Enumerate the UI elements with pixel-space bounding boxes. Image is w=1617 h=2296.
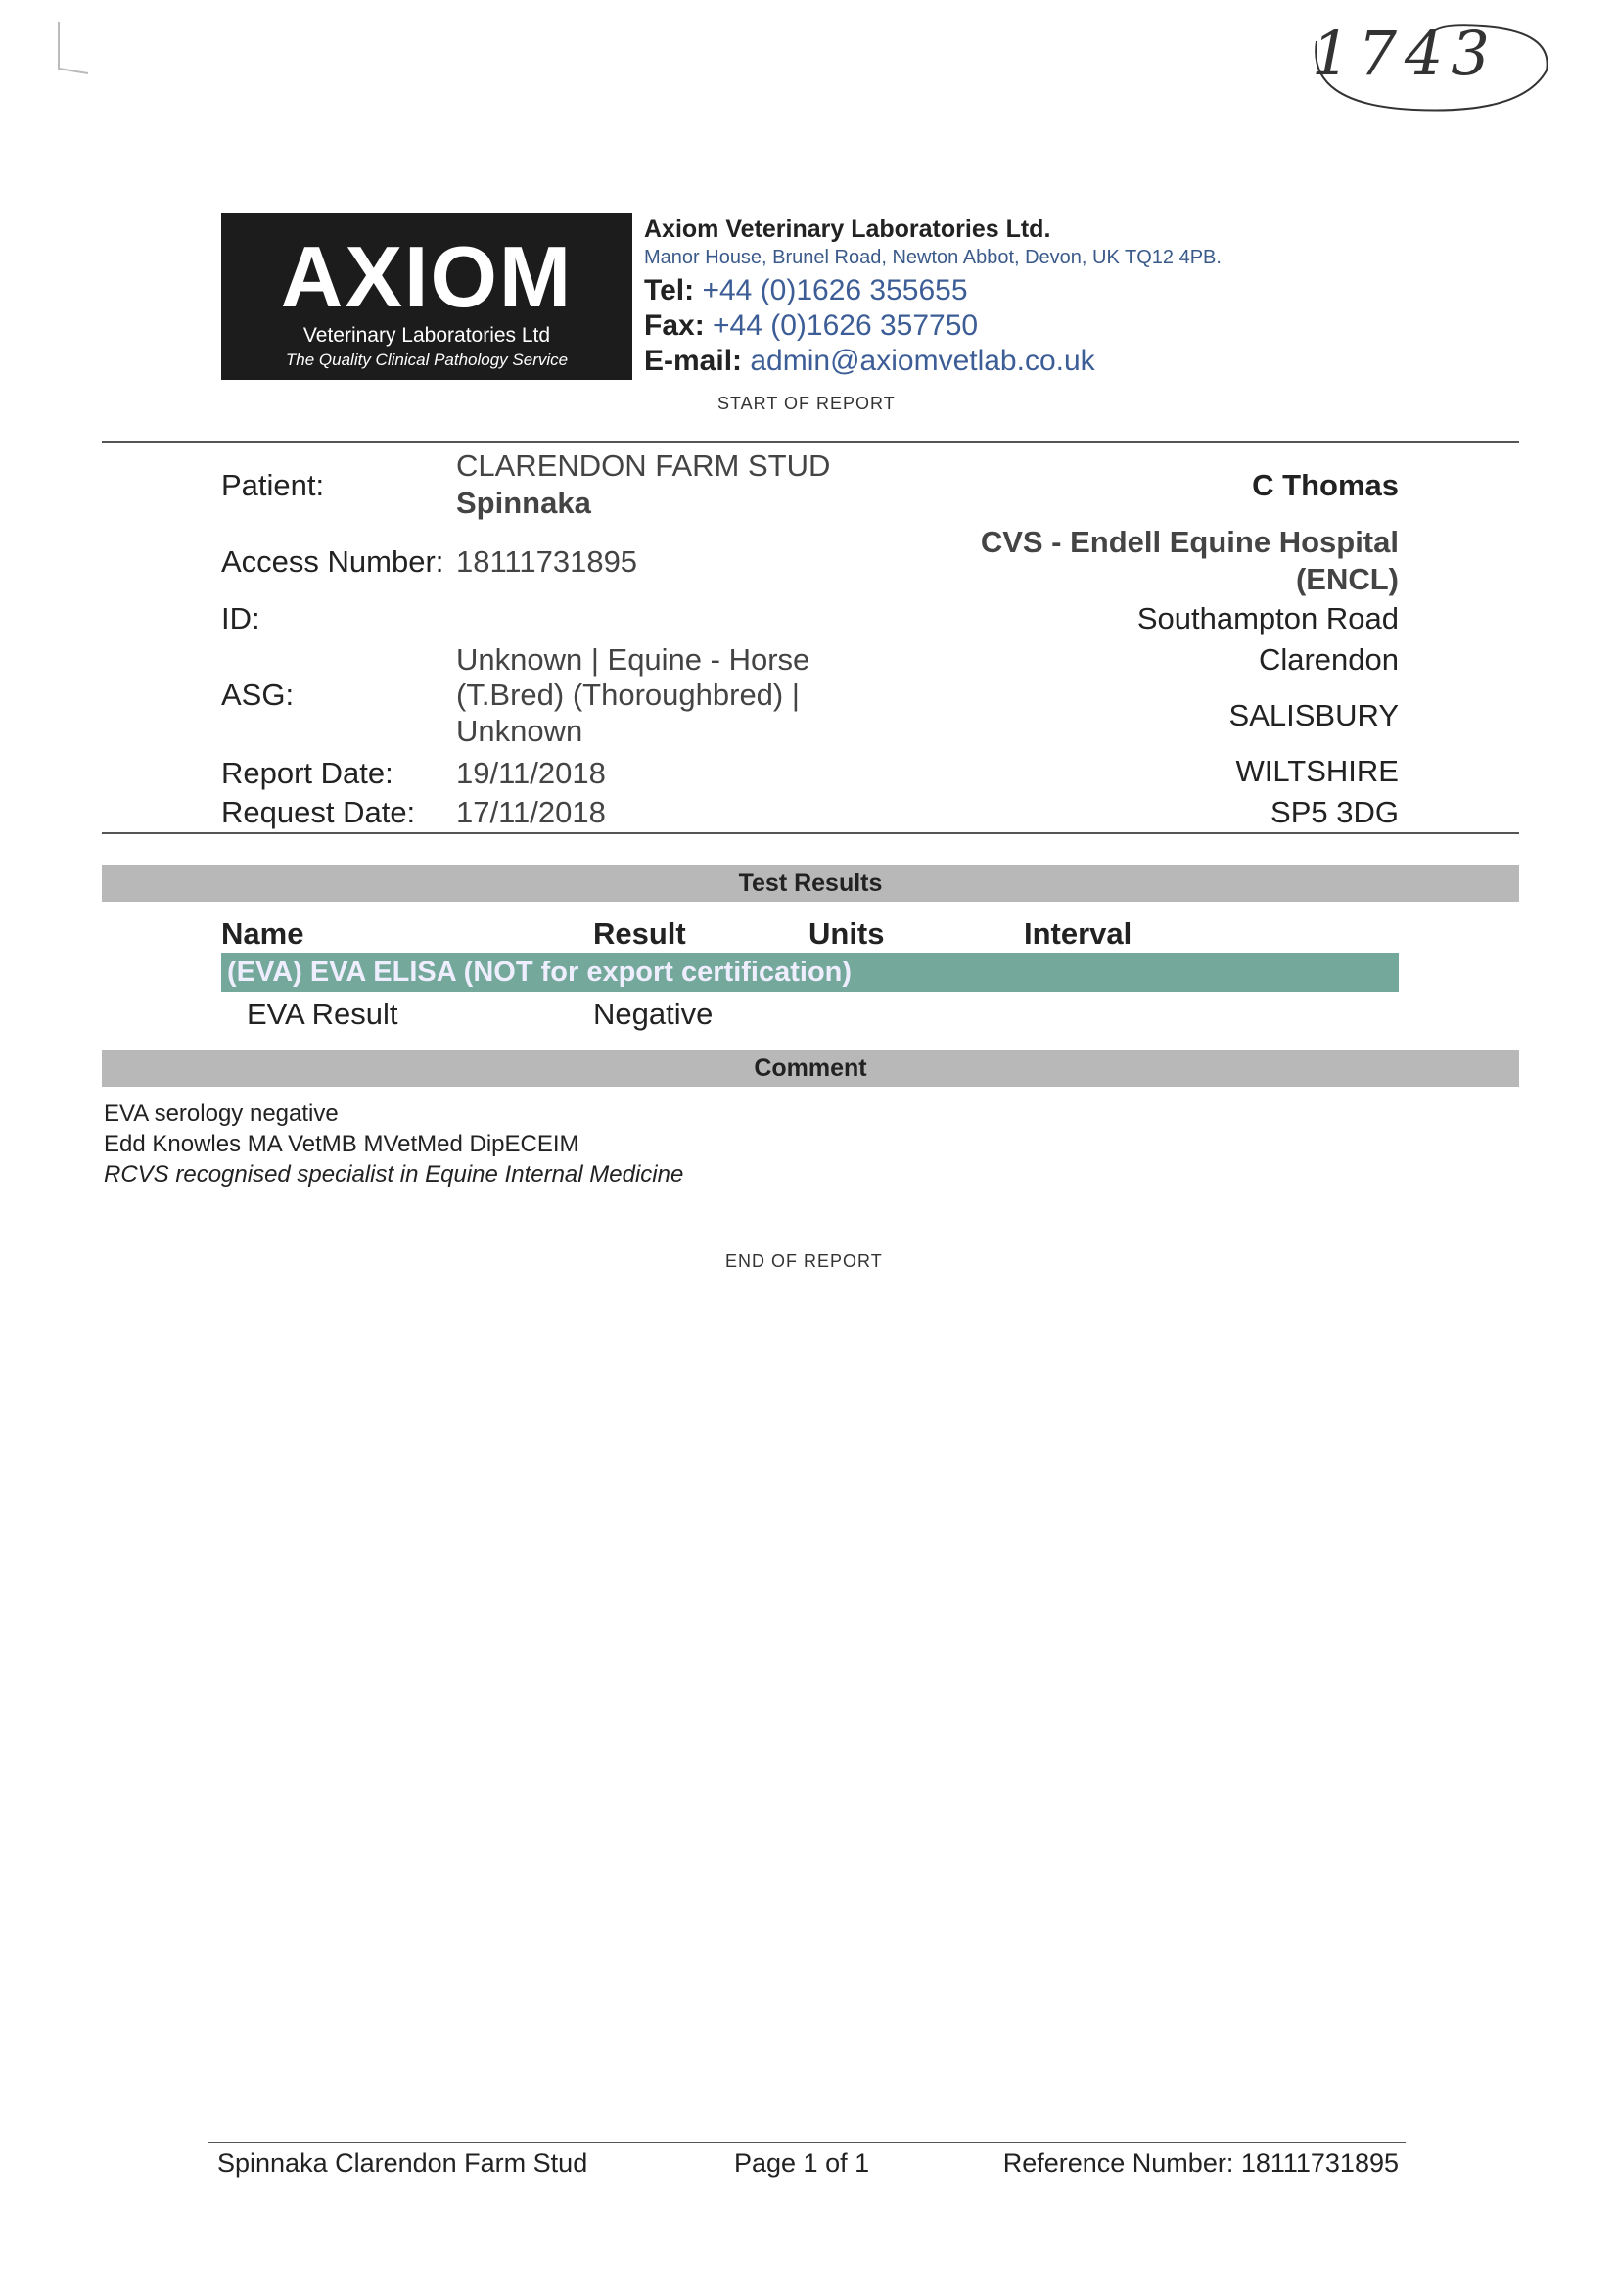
access-number: 18111731895 [456,544,638,579]
email-value: admin@axiomvetlab.co.uk [750,345,1095,377]
column-name: Name [221,916,304,951]
report-date-label: Report Date: [221,756,393,790]
logo-tagline: The Quality Clinical Pathology Service [285,351,569,369]
column-units: Units [808,916,885,951]
column-interval: Interval [1024,916,1132,951]
result-row-value: Negative [593,997,714,1031]
patient-name: Spinnaka [456,486,591,520]
report-date: 19/11/2018 [456,756,606,790]
result-row-name: EVA Result [247,997,398,1031]
vet-practice-line-2: (ENCL) [1295,562,1399,596]
vet-address-1: Southampton Road [1136,601,1399,635]
lab-name: Axiom Veterinary Laboratories Ltd. [644,215,1051,243]
request-date-label: Request Date: [221,795,416,829]
footer-divider [208,2142,1406,2143]
vet-practice-line-1: CVS - Endell Equine Hospital [980,525,1399,559]
vet-address-2: Clarendon [1258,642,1399,677]
fax-label: Fax: [644,309,705,342]
fax-value: +44 (0)1626 357750 [713,309,979,342]
scan-corner-mark [54,20,93,78]
comment-line-3: RCVS recognised specialist in Equine Internal Medicine [104,1161,684,1188]
footer-reference: Reference Number: 18111731895 [1002,2148,1399,2178]
request-date: 17/11/2018 [456,795,606,829]
footer-page: Page 1 of 1 [734,2148,870,2178]
lab-address: Manor House, Brunel Road, Newton Abbot, Devon, UK TQ12 4PB. [644,247,1222,268]
test-name-bar: (EVA) EVA ELISA (NOT for export certification) [221,953,1399,992]
axiom-logo [221,213,632,380]
handwritten-number: 1743 [1312,18,1498,89]
asg-line-1: Unknown | Equine - Horse [456,642,810,677]
logo-word: AXIOM [280,228,574,325]
patient-divider [102,832,1519,834]
id-label: ID: [221,601,260,635]
lab-email [644,345,1095,378]
start-of-report: START OF REPORT [717,394,896,413]
access-number-label: Access Number: [221,544,444,579]
lab-fax [644,309,978,343]
comment-line-2: Edd Knowles MA VetMB MVetMed DipECEIM [104,1131,579,1157]
patient-label: Patient: [221,468,325,502]
email-label: E-mail: [644,345,743,377]
vet-town: SALISBURY [1228,698,1399,732]
asg-line-2: (T.Bred) (Thoroughbred) | [456,678,800,712]
asg-line-3: Unknown [456,714,583,748]
vet-name: C Thomas [1252,468,1399,502]
asg-label: ASG: [221,678,295,712]
header-divider [102,441,1519,443]
logo-subtitle: Veterinary Laboratories Ltd [302,324,551,347]
test-results-header: Test Results [102,865,1519,902]
patient-owner: CLARENDON FARM STUD [456,448,831,483]
tel-value: +44 (0)1626 355655 [702,274,968,306]
column-result: Result [593,916,686,951]
tel-label: Tel: [644,274,695,306]
lab-phone [644,274,968,307]
comment-header: Comment [102,1050,1519,1087]
end-of-report: END OF REPORT [725,1251,883,1271]
comment-line-1: EVA serology negative [104,1101,339,1127]
vet-county: WILTSHIRE [1235,754,1399,788]
vet-postcode: SP5 3DG [1270,795,1399,829]
footer-patient: Spinnaka Clarendon Farm Stud [217,2148,588,2178]
